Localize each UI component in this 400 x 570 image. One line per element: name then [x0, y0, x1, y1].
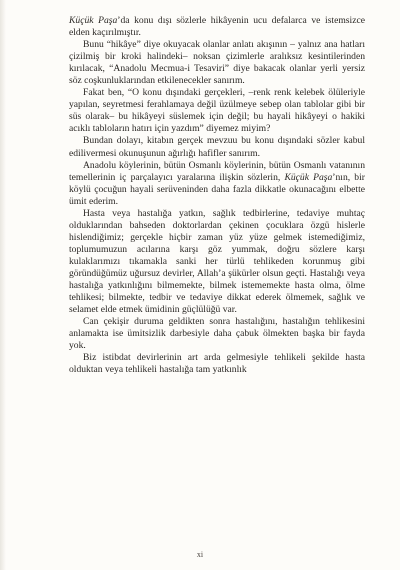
body-text: [69, 15, 365, 376]
paragraph: [69, 87, 365, 135]
paragraph-text: Can çekişir duruma geldikten sonra hastalığını, hastalığın tehlikesini anlamakta ise ümitsizlik darbesiyle daha çabuk ölmekten başka bir fayda yok.: [69, 316, 365, 352]
paragraph-text: Bunu “hikâye” diye okuyacak olanlar anlatı akışının – yalnız ana hatları çizilmiş bir kroki halindeki– noksan çizimlerle aralıksız kesintilerinden kırılacak, “Anadolu Mecmua-i Tesaviri” diye bakacak olanlar yerli yersiz söz coşkunluklarından etkilenecekler sanırım.: [69, 39, 365, 87]
paragraph: [69, 135, 365, 159]
paragraph: [69, 316, 365, 352]
paragraph: [69, 15, 365, 39]
italic-title-text: Küçük Paşa: [284, 171, 333, 183]
paragraph-text: Fakat ben, “O konu dışındaki gerçekleri, –renk renk kelebek ölüleriyle yapılan, seyretmesi ferahlamaya değil üzülmeye sebep olan tablolar gibi bir süs olarak– bu hikâyeyi süslemek için değil; bu hayali hikâyeyi o hakiki acıklı tabloların hatırı için yazdım” diyemez miyim?: [69, 87, 365, 135]
paragraph: [69, 208, 365, 316]
paragraph-text: ’nın, bir köylü çocuğun hayali serüveninden daha fazla dikkatle okunacağını elbette ümit ederim.: [69, 171, 365, 207]
paragraph-text: Biz istibdat devirlerinin art arda gelmesiyle tehlikeli şekilde hasta olduktan veya tehlikeli hastalığa tam yatkınlık: [69, 352, 365, 376]
paragraph-text: Anadolu köylerinin, bütün Osmanlı köylerinin, bütün Osmanlı vatanının temellerinin iç parçalayıcı yaralarına ilişkin sözlerin,: [69, 159, 365, 183]
paragraph: [69, 160, 365, 208]
paragraph: [69, 39, 365, 87]
paragraph-text: Hasta veya hastalığa yatkın, sağlık tedbirlerine, tedaviye muhtaç olduklarından bahseden doktorlardan çekinen çocuklara özgü hislerle hislendiğimiz; gerçekle hiçbir zaman yüz yüze gelmek istemediğimiz, toplumumuzun acılarına karşı göz yummak, doğru sözlere karşı kulaklarımızı tıkamakla sanki her türlü tehlikeden korunmuş gibi göründüğümüz uğursuz devirler, Allah’a şükürler olsun geçti. Hastalığı veya hastalığa yatkınlığını bilmemekte, bilmek istememekte hasta olma, ölme tehlikesi; bilmekte, tedbir ve tedaviye dikkat ederek ölmemek, sağlık ve selamet elde etmek ümidinin güçlülüğü var.: [69, 207, 365, 316]
paragraph-text: Bundan dolayı, kitabın gerçek mevzuu bu konu dışındaki sözler kabul edilivermesi okunuşunun ağırlığı hafifler sanırım.: [69, 135, 365, 159]
paragraph-text: ’da konu dışı sözlerle hikâyenin ucu defalarca ve istemsizce elden kaçırılmıştır.: [69, 15, 365, 39]
paragraph: [69, 352, 365, 376]
italic-title-text: Küçük Paşa: [69, 15, 118, 26]
page-number: xi: [196, 550, 204, 559]
